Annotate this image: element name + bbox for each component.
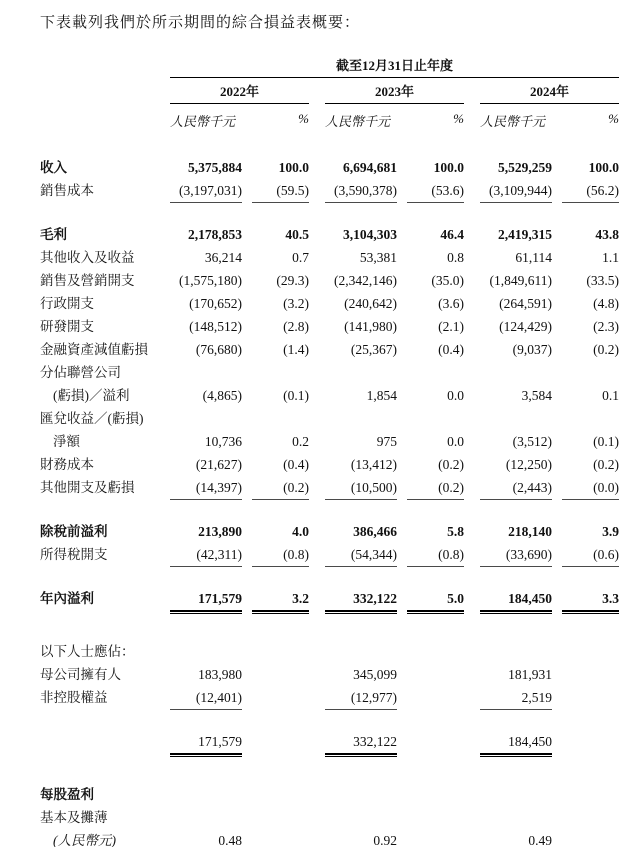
table-row [40,453,619,476]
cell-2024-pct: (2.3) [593,319,619,334]
table-row [40,783,619,806]
table-row [40,476,619,500]
cell-2022-value: 0.48 [170,829,242,847]
cell-2023-pct: (2.1) [438,319,464,334]
units-group-2024 [480,106,619,130]
table-row [40,315,619,338]
row-label: 年內溢利 [40,591,94,606]
table-row [40,269,619,292]
table-row [40,338,619,361]
cell-2023-value [325,806,397,829]
cell-2023-pct: 5.0 [407,587,464,612]
cell-2023-pct [407,640,464,663]
row-label: (人民幣元) [53,833,116,847]
cell-2024-pct: (0.2) [593,457,619,472]
row-label [40,730,170,755]
cell-2024-value: (9,037) [512,342,552,357]
row-label: 銷售成本 [40,183,94,198]
cell-2023-pct [407,806,464,829]
cell-2023-value: (10,500) [325,476,397,500]
row-label: 收入 [40,160,67,175]
row-label: 其他開支及虧損 [40,480,135,495]
cell-2023-pct [407,730,464,755]
cell-2024-value: (3,109,944) [480,179,552,203]
table-row [40,223,619,246]
table-row [40,292,619,315]
unit-header-2023: 人民幣千元 [325,114,391,129]
cell-2023-value: 53,381 [359,250,397,265]
cell-2023-pct: (53.6) [407,179,464,203]
cell-2024-pct [562,640,619,663]
cell-2022-value [170,640,242,663]
cell-2022-value: 213,890 [198,524,242,539]
row-label: 毛利 [40,227,67,242]
cell-2022-value [170,407,242,430]
table-row [40,179,619,203]
cell-2023-value: (12,977) [325,686,397,710]
cell-2022-value: 10,736 [204,434,242,449]
years-header-row [40,81,619,104]
cell-2023-value: (240,642) [344,296,397,311]
table-row [40,806,619,829]
table-body [40,156,619,847]
row-label: 淨額 [53,434,80,449]
cell-2024-value [480,407,552,430]
cell-2024-value [480,640,552,663]
row-label: 分佔聯營公司 [40,365,121,380]
cell-2024-pct: 3.3 [562,587,619,612]
cell-2023-pct: 0.8 [447,250,464,265]
cell-2023-pct: 5.8 [447,524,464,539]
cell-2024-value: 61,114 [515,250,552,265]
cell-2023-pct [407,783,464,806]
cell-2023-pct: 0.0 [447,434,464,449]
cell-2024-pct [562,361,619,384]
cell-2022-pct: (59.5) [252,179,309,203]
cell-2023-pct [407,663,464,686]
cell-2024-value: 3,584 [521,388,552,403]
cell-2022-pct: (29.3) [276,273,309,288]
cell-2023-value: 332,122 [325,587,397,612]
cell-2023-pct [407,829,464,847]
cell-2023-pct: 46.4 [440,227,464,242]
cell-2024-value: (2,443) [480,476,552,500]
unit-header-2022: 人民幣千元 [170,114,236,129]
cell-2023-value: 975 [376,434,397,449]
period-header: 截至12月31日止年度 [170,55,619,78]
cell-2023-pct: (0.4) [438,342,464,357]
cell-2022-value [170,361,242,384]
cell-2023-value: (141,980) [344,319,397,334]
cell-2023-value: 6,694,681 [343,160,397,175]
row-label: 研發開支 [40,319,94,334]
row-label: 以下人士應佔： [40,644,135,659]
cell-2024-pct: (0.2) [593,342,619,357]
cell-2023-value: 332,122 [325,730,397,755]
cell-2024-pct: (0.1) [593,434,619,449]
units-group-2022 [170,106,309,130]
table-row [40,663,619,686]
cell-2023-value: 0.92 [325,829,397,847]
cell-2022-value: 36,214 [204,250,242,265]
cell-2024-value: (12,250) [505,457,552,472]
cell-2024-pct: 1.1 [602,250,619,265]
year-header-2023: 2023年 [325,81,464,104]
table-row [40,686,619,710]
cell-2022-value: (148,512) [189,319,242,334]
row-label: 所得稅開支 [40,547,108,562]
cell-2023-value [325,640,397,663]
cell-2023-pct: (0.2) [407,476,464,500]
cell-2022-pct: 4.0 [292,524,309,539]
cell-2022-value: 171,579 [170,587,242,612]
year-header-2022: 2022年 [170,81,309,104]
cell-2024-pct: (56.2) [562,179,619,203]
cell-2022-value [170,806,242,829]
cell-2023-pct [407,686,464,710]
cell-2024-pct: (4.8) [593,296,619,311]
cell-2022-pct: (0.4) [283,457,309,472]
cell-2022-value: (12,401) [170,686,242,710]
cell-2024-value: 5,529,259 [498,160,552,175]
cell-2024-pct: 43.8 [595,227,619,242]
cell-2022-value: (14,397) [170,476,242,500]
cell-2022-pct [252,829,309,847]
cell-2022-pct [252,686,309,710]
units-header-row [40,106,619,130]
cell-2022-value: 2,178,853 [188,227,242,242]
cell-2024-value: (264,591) [499,296,552,311]
table-row [40,543,619,567]
cell-2024-value: 0.49 [480,829,552,847]
cell-2022-value: 171,579 [170,730,242,755]
cell-2024-pct: (33.5) [586,273,619,288]
cell-2023-value [325,361,397,384]
cell-2022-pct [252,663,309,686]
cell-2022-pct [252,730,309,755]
cell-2022-pct: (1.4) [283,342,309,357]
cell-2024-pct [562,829,619,847]
cell-2023-pct: 100.0 [433,160,464,175]
year-header-2024: 2024年 [480,81,619,104]
cell-2024-value [480,783,552,806]
cell-2024-value: 218,140 [508,524,552,539]
cell-2022-pct: (2.8) [283,319,309,334]
cell-2022-pct [252,806,309,829]
cell-2022-pct [252,361,309,384]
cell-2023-value: (54,344) [325,543,397,567]
table-row [40,246,619,269]
income-statement-table [40,55,619,847]
cell-2022-value: (170,652) [189,296,242,311]
cell-2024-pct [562,730,619,755]
cell-2024-value [480,361,552,384]
cell-2022-value: 5,375,884 [188,160,242,175]
cell-2024-value: (33,690) [480,543,552,567]
cell-2024-pct: (0.0) [562,476,619,500]
row-label: 基本及攤薄 [40,810,108,825]
cell-2023-value: (3,590,378) [325,179,397,203]
table-row [40,384,619,407]
cell-2023-pct: (3.6) [438,296,464,311]
cell-2024-value: 184,450 [480,587,552,612]
row-label: 銷售及營銷開支 [40,273,135,288]
cell-2022-value: 183,980 [198,667,242,682]
table-row [40,587,619,612]
cell-2024-pct: (0.6) [562,543,619,567]
cell-2022-value: (4,865) [202,388,242,403]
cell-2023-value: 3,104,303 [343,227,397,242]
cell-2024-value: (1,849,611) [489,273,552,288]
cell-2022-value: (76,680) [195,342,242,357]
cell-2024-pct [562,686,619,710]
table-row [40,829,619,847]
cell-2024-pct: 3.9 [602,524,619,539]
cell-2024-pct [562,663,619,686]
table-row [40,730,619,755]
cell-2024-pct [562,783,619,806]
unit-header-2024: 人民幣千元 [480,114,546,129]
intro-text: 下表載列我們於所示期間的綜合損益表概要： [40,15,361,31]
cell-2023-pct: 0.0 [447,388,464,403]
cell-2023-value [325,783,397,806]
cell-2023-value: 386,466 [353,524,397,539]
cell-2022-pct: (0.2) [252,476,309,500]
table-row [40,520,619,543]
cell-2022-pct: (0.8) [252,543,309,567]
row-label: 母公司擁有人 [40,667,121,682]
cell-2024-value: (124,429) [499,319,552,334]
cell-2022-value [170,783,242,806]
cell-2022-pct: 100.0 [278,160,309,175]
cell-2024-value: 184,450 [480,730,552,755]
cell-2024-value: 2,419,315 [498,227,552,242]
cell-2024-pct: 100.0 [588,160,619,175]
table-row [40,430,619,453]
row-label: (虧損)／溢利 [53,388,130,403]
table-row [40,156,619,179]
percent-header-2024: % [608,111,619,126]
row-label: 除稅前溢利 [40,524,108,539]
cell-2024-value: 2,519 [480,686,552,710]
cell-2024-pct [562,806,619,829]
row-label: 金融資產減值虧損 [40,342,148,357]
table-row [40,640,619,663]
cell-2023-pct: (35.0) [431,273,464,288]
cell-2024-value: 181,931 [508,667,552,682]
cell-2023-pct [407,361,464,384]
percent-header-2023: % [453,111,464,126]
cell-2023-value: 345,099 [353,667,397,682]
row-label: 財務成本 [40,457,94,472]
cell-2022-pct: 0.7 [292,250,309,265]
cell-2022-value: (3,197,031) [170,179,242,203]
cell-2024-pct [562,407,619,430]
cell-2022-pct [252,640,309,663]
cell-2022-pct: (0.1) [283,388,309,403]
cell-2023-value: (25,367) [350,342,397,357]
row-label: 其他收入及收益 [40,250,135,265]
table-row [40,361,619,384]
cell-2023-pct: (0.8) [407,543,464,567]
cell-2022-pct: 0.2 [292,434,309,449]
period-header-row [40,55,619,78]
cell-2023-value [325,407,397,430]
cell-2022-pct [252,783,309,806]
cell-2023-pct: (0.2) [438,457,464,472]
cell-2022-value: (42,311) [170,543,242,567]
cell-2024-value [480,806,552,829]
cell-2022-pct [252,407,309,430]
row-label: 非控股權益 [40,690,108,705]
cell-2023-value: (2,342,146) [334,273,397,288]
percent-header-2022: % [298,111,309,126]
cell-2022-pct: 3.2 [252,587,309,612]
row-label: 匯兌收益／(虧損) [40,411,144,426]
cell-2023-value: (13,412) [350,457,397,472]
cell-2022-value: (21,627) [195,457,242,472]
cell-2022-pct: (3.2) [283,296,309,311]
units-group-2023 [325,106,464,130]
table-row [40,407,619,430]
cell-2023-pct [407,407,464,430]
cell-2024-pct: 0.1 [602,388,619,403]
cell-2022-value: (1,575,180) [179,273,242,288]
cell-2023-value: 1,854 [366,388,397,403]
row-label: 每股盈利 [40,787,94,802]
cell-2022-pct: 40.5 [285,227,309,242]
row-label: 行政開支 [40,296,94,311]
cell-2024-value: (3,512) [512,434,552,449]
